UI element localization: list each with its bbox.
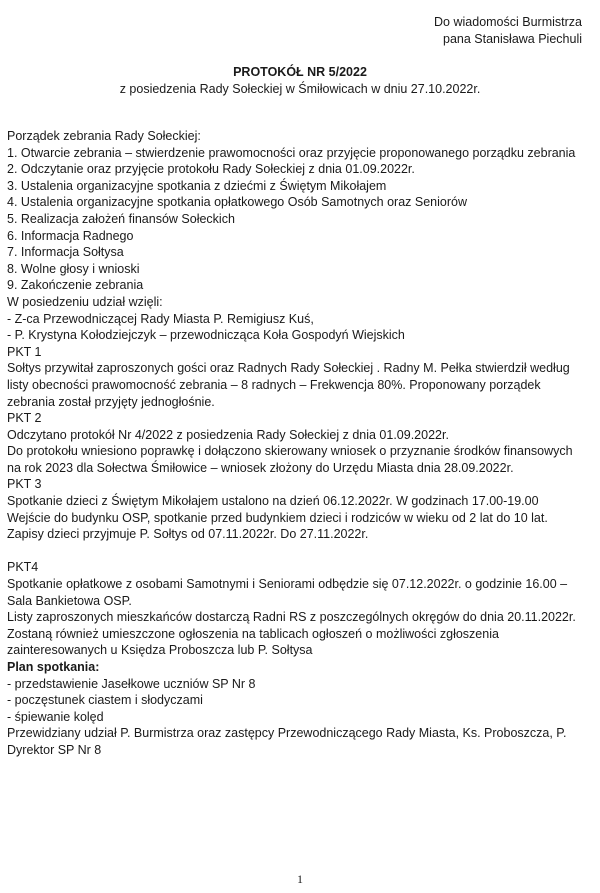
plan-heading: Plan spotkania:: [7, 660, 100, 674]
agenda-item: 4. Ustalenia organizacyjne spotkania opłatkowego Osób Samotnych oraz Seniorów: [7, 195, 467, 210]
participant-item: - P. Krystyna Kołodziejczyk – przewodnicząca Koła Gospodyń Wiejskich: [7, 328, 405, 343]
pkt1-heading: PKT 1: [7, 344, 42, 359]
agenda-item: 1. Otwarcie zebrania – stwierdzenie prawomocności oraz przyjęcie proponowanego porządku zebrania: [7, 145, 576, 160]
pkt3-paragraph-1: Spotkanie dzieci z Świętym Mikołajem ustalono na dzień 06.12.2022r. W godzinach 17.00-19.00: [7, 494, 539, 509]
pkt2-paragraph-1: Odczytano protokół Nr 4/2022 z posiedzenia Rady Sołeckiej z dnia 01.09.2022r.: [7, 427, 449, 442]
pkt3-heading: PKT 3: [7, 477, 42, 492]
plan-item: - poczęstunek ciastem i słodyczami: [7, 693, 203, 708]
agenda-item: 6. Informacja Radnego: [7, 228, 134, 243]
document-title: PROTOKÓŁ NR 5/2022: [233, 65, 367, 79]
addressee-line-2: pana Stanisława Piechuli: [443, 32, 582, 46]
agenda-item: 5. Realizacja założeń finansów Sołeckich: [7, 211, 235, 226]
pkt2-heading: PKT 2: [7, 411, 42, 426]
pkt2-paragraph-2: Do protokołu wniesiono poprawkę i dołączono skierowany wniosek o przyznanie środków finansowych na rok 2023 dla Sołectwa Śmiłowice – wniosek złożony do Urzędu Miasta dnia 28.09.2022r.: [7, 444, 573, 475]
pkt3-paragraph-2: Wejście do budynku OSP, spotkanie przed budynkiem dzieci i rodziców w wieku od 2 lat do 10 lat.: [7, 510, 548, 525]
agenda-item: 8. Wolne głosy i wnioski: [7, 261, 140, 276]
plan-item: - śpiewanie kolęd: [7, 709, 104, 724]
agenda-item: 3. Ustalenia organizacyjne spotkania z dziećmi z Świętym Mikołajem: [7, 178, 387, 193]
pkt4-paragraph-2: Listy zaproszonych mieszkańców dostarczą Radni RS z poszczególnych okręgów do dnia 20.11.2022r. Zostaną również umieszczone ogłoszenia na tablicach ogłoszeń o możliwości zgłoszenia zainteresowanych u Księdza Proboszcza lub P. Sołtysa: [7, 610, 576, 658]
pkt3-paragraph-3: Zapisy dzieci przyjmuje P. Sołtys od 07.11.2022r. Do 27.11.2022r.: [7, 527, 369, 542]
page-number: 1: [297, 872, 303, 886]
agenda-heading: Porządek zebrania Rady Sołeckiej:: [7, 129, 201, 143]
document-body: [7, 128, 586, 759]
pkt4-paragraph-3: Przewidziany udział P. Burmistrza oraz zastępcy Przewodniczącego Rady Miasta, Ks. Proboszcza, P. Dyrektor SP Nr 8: [7, 726, 567, 757]
plan-item: - przedstawienie Jasełkowe uczniów SP Nr 8: [7, 676, 256, 691]
agenda-item: 9. Zakończenie zebrania: [7, 278, 144, 293]
pkt4-heading: PKT4: [7, 560, 39, 575]
pkt1-text: Sołtys przywitał zaproszonych gości oraz Radnych Rady Sołeckiej . Radny M. Pełka stwierdził według listy obecności prawomocność zebrania – 8 radnych – Frekwencja 80%. Proponowany porządek zebrania został przyjęty jednogłośnie.: [7, 361, 570, 409]
document-subtitle: z posiedzenia Rady Sołeckiej w Śmiłowicach w dniu 27.10.2022r.: [119, 82, 481, 96]
addressee-line-1: Do wiadomości Burmistrza: [434, 15, 582, 29]
agenda-item: 2. Odczytanie oraz przyjęcie protokołu Rady Sołeckiej z dnia 01.09.2022r.: [7, 162, 415, 177]
section-spacer: [7, 543, 586, 560]
participants-heading: W posiedzeniu udział wzięli:: [7, 294, 163, 309]
addressee-block: [434, 14, 582, 48]
agenda-item: 7. Informacja Sołtysa: [7, 245, 124, 260]
participant-item: - Z-ca Przewodniczącej Rady Miasta P. Remigiusz Kuś,: [7, 311, 314, 326]
title-block: [0, 64, 600, 98]
pkt4-paragraph-1: Spotkanie opłatkowe z osobami Samotnymi i Seniorami odbędzie się 07.12.2022r. o godzinie 16.00 – Sala Bankietowa OSP.: [7, 577, 568, 608]
